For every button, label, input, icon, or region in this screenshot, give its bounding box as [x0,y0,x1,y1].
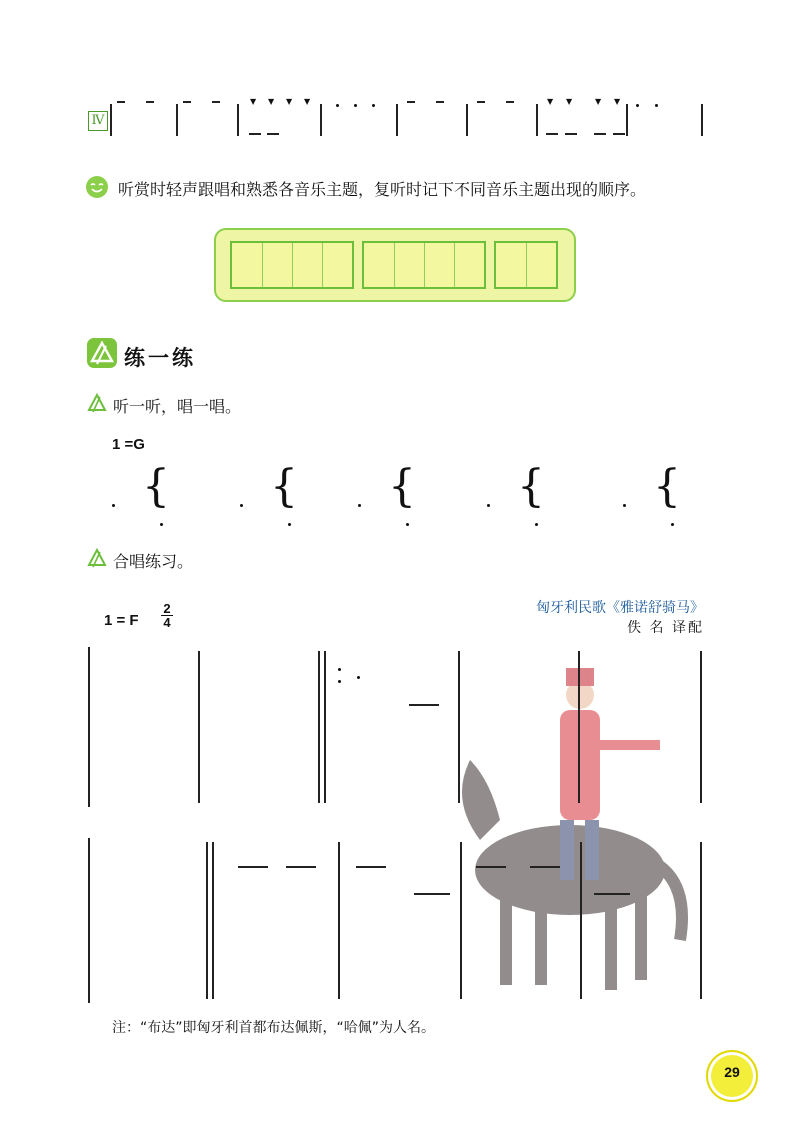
low-dot [358,504,361,507]
tie-mark [436,101,444,103]
repeat-dot [338,680,341,683]
answer-box [214,228,576,302]
brace: { [270,461,298,512]
low-dot [240,504,243,507]
tie-mark [146,101,154,103]
song-credit: 匈牙利民歌《雅诺舒骑马》 [536,600,704,616]
key-signature-2: 1 = F [104,612,139,629]
high-dot [655,104,658,107]
accent-mark: ▼ [547,97,554,106]
tie-mark [212,101,220,103]
underline [613,133,625,135]
high-dot [354,104,357,107]
low-dot [112,504,115,507]
tie-mark [477,101,485,103]
tie-mark [407,101,415,103]
brace: { [653,461,681,512]
tie-mark [506,101,514,103]
triangle-icon [87,393,107,417]
barline [626,104,628,136]
system-bracket [88,838,90,1003]
repeat-dot [338,668,341,671]
barline [110,104,112,136]
smiley-icon [86,176,108,198]
system-bracket [88,647,90,807]
lyric-underline [594,893,630,895]
low-dot [288,523,291,526]
barline [212,842,214,999]
low-dot [406,523,409,526]
brace: { [517,461,545,512]
accent-mark: ▼ [268,97,275,106]
low-dot [487,504,490,507]
answer-group-2[interactable] [362,241,486,289]
accent-mark: ▼ [595,97,602,106]
barline [700,842,702,999]
key-signature-1: 1 =G [112,436,145,453]
theme-iv-label: Ⅳ [88,111,108,131]
brace: { [388,461,416,512]
task2-text: 合唱练习。 [113,552,194,571]
lyric-underline [414,893,450,895]
barline [700,651,702,803]
section-title: 练一练 [124,346,196,370]
accent-mark: ▼ [614,97,621,106]
underline [546,133,558,135]
triangle-icon [87,548,107,572]
barline [318,651,320,803]
low-dot [357,676,360,679]
underline [267,133,279,135]
accent-mark: ▼ [566,97,573,106]
footnote: 注：“布达”即匈牙利首都布达佩斯，“哈佩”为人名。 [112,1020,436,1036]
barline [458,651,460,803]
song-arranger: 佚 名 译配 [627,620,704,636]
accent-mark: ▼ [250,97,257,106]
beam [356,866,386,868]
barline [176,104,178,136]
task1-text: 听一听，唱一唱。 [113,397,242,416]
section-icon [87,338,117,368]
barline [701,104,703,136]
barline [580,842,582,999]
beam [530,866,560,868]
underline [594,133,606,135]
accent-mark: ▼ [286,97,293,106]
barline [460,842,462,999]
lyric-underline [409,704,439,706]
low-dot [535,523,538,526]
barline [578,651,580,803]
barline [338,842,340,999]
high-dot [372,104,375,107]
beam [286,866,316,868]
barline [324,651,326,803]
brace: { [142,461,170,512]
answer-group-3[interactable] [494,241,558,289]
low-dot [160,523,163,526]
tie-mark [183,101,191,103]
barline [536,104,538,136]
beam [476,866,506,868]
barline [237,104,239,136]
low-dot [671,523,674,526]
time-signature: 2 4 [161,602,173,629]
underline [565,133,577,135]
answer-group-1[interactable] [230,241,354,289]
beam [238,866,268,868]
page-number: 29 [724,1064,740,1080]
instruction-text: 听赏时轻声跟唱和熟悉各音乐主题，复听时记下不同音乐主题出现的顺序。 [118,180,647,199]
underline [249,133,261,135]
barline [396,104,398,136]
accent-mark: ▼ [304,97,311,106]
barline [198,651,200,803]
barline [320,104,322,136]
barline [466,104,468,136]
tie-mark [117,101,125,103]
high-dot [336,104,339,107]
high-dot [636,104,639,107]
barline [206,842,208,999]
low-dot [623,504,626,507]
